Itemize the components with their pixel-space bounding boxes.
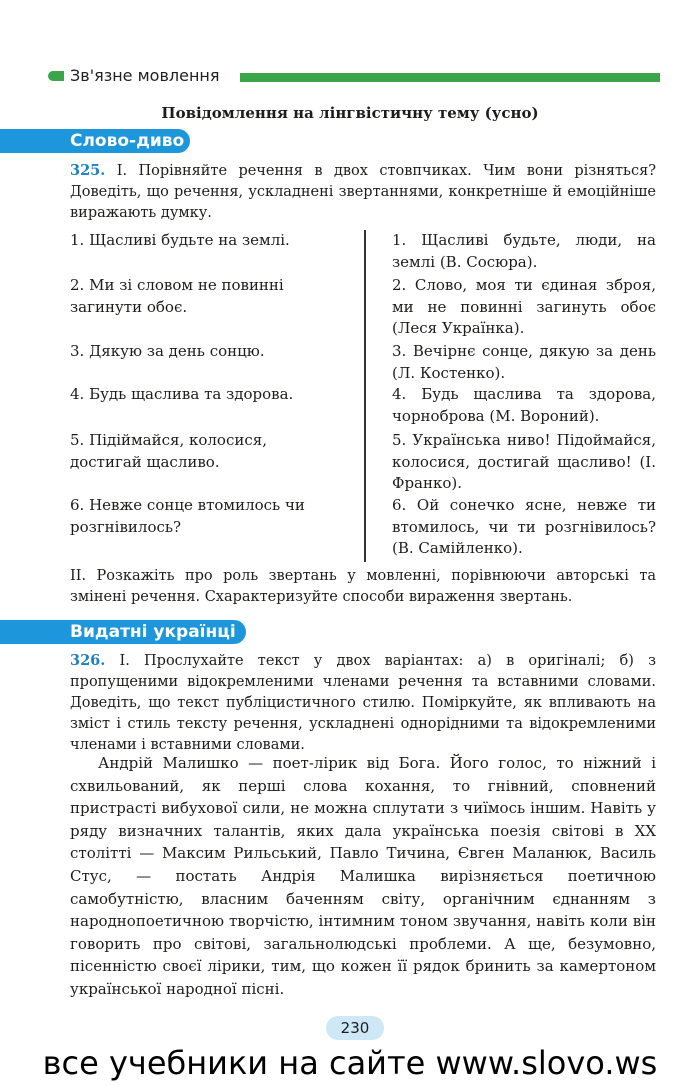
banner-vydatni-ukraintsi: Видатні українці xyxy=(0,620,246,644)
right-sentence-6: 6. Ой сонечко ясне, невже ти втомилось, чи ти розгнівилось? (В. Самійленко). xyxy=(392,496,656,557)
section-header xyxy=(48,66,660,86)
left-sentence-1: 1. Щасливі будьте на землі. xyxy=(70,231,290,249)
lesson-title: Повідомлення на лінгвістичну тему (усно) xyxy=(161,104,539,122)
left-sentence-6: 6. Невже сонце втомилось чи розгнівилось? xyxy=(70,496,305,536)
site-footer: все учебники на сайте www.slovo.ws xyxy=(42,1044,658,1082)
exercise-325-instruction xyxy=(70,160,656,224)
exercise-text: І. Прослухайте текст у двох варіантах: а) в оригіналі; б) з пропущеними відокремленими членами речення та вставними словами. Доведіть, що текст публіцистичного стилю. Поміркуйте, як впливають на зміст і стиль тексту речення, ускладнені однорідними та відокремленими членами і вставними словами. xyxy=(70,653,657,753)
column-divider xyxy=(364,230,366,562)
section-header-title: Зв'язне мовлення xyxy=(70,66,220,85)
right-sentence-2: 2. Слово, моя ти єдиная зброя, ми не повинні загинуть обоє (Леся Українка). xyxy=(392,276,656,337)
right-sentence-3: 3. Вечірнє сонце, дякую за день (Л. Костенко). xyxy=(392,342,656,382)
header-bullet-icon xyxy=(48,71,64,81)
exercise-text: І. Порівняйте речення в двох стовпчиках. Чим вони різняться? Доведіть, що речення, ускладнені звертаннями, конкретніше й емоційніше виражають думку. xyxy=(70,163,656,221)
exercise-number: 326. xyxy=(70,652,106,669)
right-sentence-5: 5. Українська ниво! Підоймайся, колосися, достигай щасливо! (І. Франко). xyxy=(392,431,656,492)
left-sentence-4: 4. Будь щаслива та здорова. xyxy=(70,385,294,403)
exercise-number: 325. xyxy=(70,162,106,179)
left-sentence-3: 3. Дякую за день сонцю. xyxy=(70,342,265,360)
exercise-326-text: Андрій Малишко — поет-лірик від Бога. Його голос, то ніжний і схвильований, як перші слова кохання, то гнівний, сповнений пристрасті вибухової сили, не можна сплутати з чиїмось іншим. Навіть у ряду визначних талантів, яких дала українська поезія світові в ХХ столітті — Максим Рильський, Павло Тичина, Євген Маланюк, Василь Стус, — постать Андрія Малишка вирізняється поетичною самобутністю, власним баченням світу, органічним єднанням з народнопоетичною творчістю, інтимним тоном звучання, навіть коли він говорить про світові, загальнолюдські проблеми. А ще, безумовно, пісенністю своєї лірики, тим, що кожен її рядок бринить за камертоном української народної пісні. xyxy=(70,754,656,998)
left-sentence-5: 5. Підіймайся, колосися, достигай щасливо. xyxy=(70,431,267,471)
left-sentence-2: 2. Ми зі словом не повинні загинути обоє. xyxy=(70,276,284,316)
page-number: 230 xyxy=(326,1016,384,1040)
banner-slovo-dyvo: Слово-диво xyxy=(0,129,190,153)
header-stripe xyxy=(240,73,660,82)
exercise-326-instruction xyxy=(70,650,656,756)
right-sentence-1: 1. Щасливі будьте, люди, на землі (В. Сосюра). xyxy=(392,231,656,271)
exercise-325-part2: ІІ. Розкажіть про роль звертань у мовленні, порівнюючи авторські та змінені речення. Схарактеризуйте способи вираження звертань. xyxy=(70,568,656,605)
right-sentence-4: 4. Будь щаслива та здорова, чорноброва (М. Вороний). xyxy=(392,385,656,425)
